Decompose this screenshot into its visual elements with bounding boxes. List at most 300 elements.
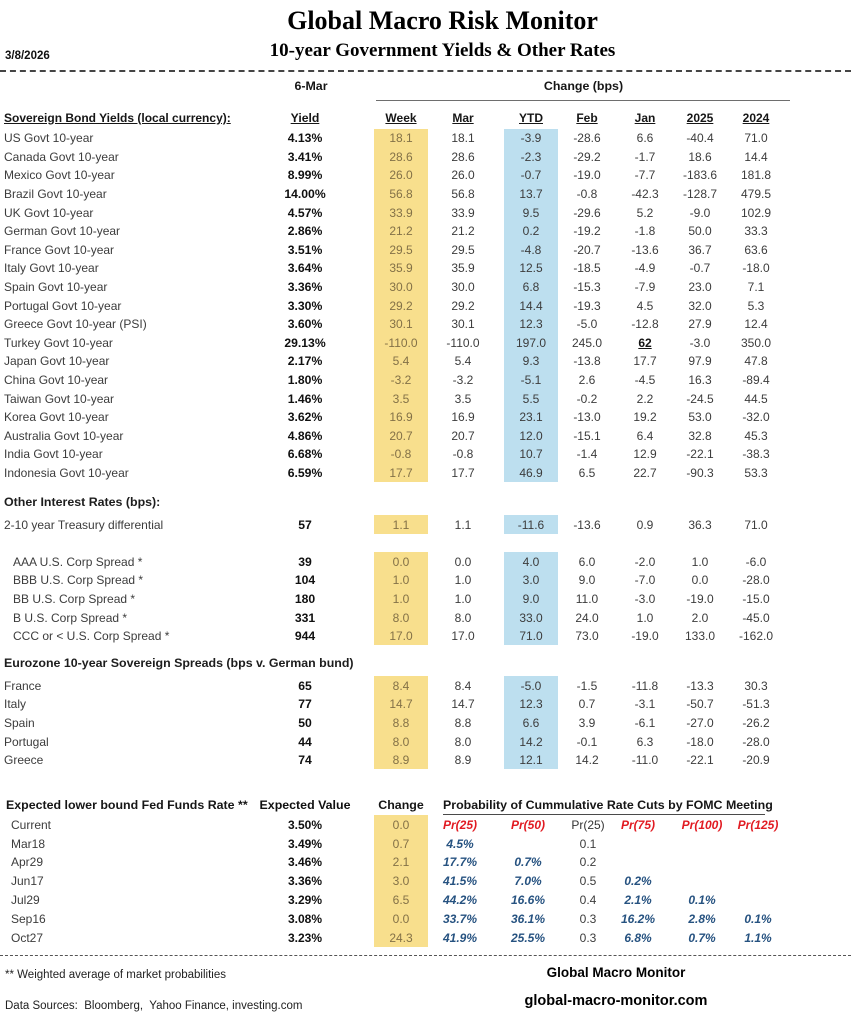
table-row — [0, 371, 851, 390]
mar-change-value: -110.0 — [446, 335, 480, 350]
probability-value: 0.5 — [579, 874, 597, 889]
mar-change-value: 30.0 — [451, 280, 475, 295]
2024-change-value: 30.3 — [744, 678, 768, 693]
ytd-change-value: -11.6 — [504, 515, 558, 534]
fed-meeting-label: Jul29 — [11, 892, 40, 907]
yield-value: 39 — [298, 554, 312, 569]
week-change-value: 33.9 — [374, 203, 428, 222]
feb-change-value: -1.5 — [576, 678, 598, 693]
ytd-change-value: 12.3 — [504, 695, 558, 714]
fed-change-value: 2.1 — [374, 853, 428, 872]
mar-change-value: 20.7 — [451, 428, 475, 443]
2025-change-value: 50.0 — [688, 224, 712, 239]
2025-change-value: 32.0 — [688, 298, 712, 313]
jan-change-value: 6.3 — [636, 734, 654, 749]
row-label: CCC or < U.S. Corp Spread * — [13, 629, 170, 644]
table-row — [0, 259, 851, 278]
yield-value: 3.30% — [287, 298, 323, 313]
mar-change-value: 17.7 — [451, 465, 475, 480]
2024-change-value: -89.4 — [742, 373, 770, 388]
yield-value: 3.51% — [287, 242, 323, 257]
pr-column-header: Pr(25) — [571, 817, 605, 832]
probability-value: 44.2% — [442, 892, 478, 907]
mar-change-value: -3.2 — [452, 373, 474, 388]
feb-change-value: -0.8 — [576, 187, 598, 202]
mar-change-value: 28.6 — [451, 149, 475, 164]
week-change-value: 1.0 — [374, 571, 428, 590]
probability-value: 0.7% — [514, 855, 542, 870]
fed-expected-value: 3.29% — [287, 892, 323, 907]
mar-change-value: 56.8 — [451, 187, 475, 202]
ytd-change-value: 197.0 — [504, 334, 558, 353]
table-row — [0, 627, 851, 646]
probability-value: 0.1% — [688, 892, 716, 907]
probability-value: 33.7% — [442, 911, 478, 926]
row-label: UK Govt 10-year — [4, 205, 94, 220]
yield-value: 65 — [298, 678, 312, 693]
table-row — [0, 352, 851, 371]
feb-change-value: 24.0 — [575, 610, 599, 625]
2025-change-value: -183.6 — [682, 168, 718, 183]
table-row — [0, 676, 851, 695]
ytd-change-value: 4.0 — [504, 552, 558, 571]
ytd-change-value: 10.7 — [504, 445, 558, 464]
feb-change-value: -28.6 — [573, 131, 601, 146]
ytd-change-value: -5.1 — [504, 371, 558, 390]
column-header-block — [0, 72, 851, 129]
fed-funds-section — [0, 795, 851, 947]
table-row — [0, 148, 851, 167]
2024-change-value: 181.8 — [740, 168, 772, 183]
2024-change-value: -162.0 — [738, 629, 774, 644]
probability-value — [498, 834, 558, 853]
feb-change-value: 0.7 — [578, 697, 596, 712]
row-label: Spain Govt 10-year — [4, 280, 108, 295]
ytd-change-value: -3.9 — [504, 129, 558, 148]
feb-change-value: -19.2 — [573, 224, 601, 239]
mar-change-value: 1.1 — [454, 517, 472, 532]
2024-change-value: 479.5 — [740, 187, 772, 202]
row-label: Portugal Govt 10-year — [4, 298, 122, 313]
2024-change-value: 45.3 — [744, 428, 768, 443]
mar-change-value: 0.0 — [454, 554, 472, 569]
yield-value: 3.64% — [287, 261, 323, 276]
mar-change-value: -0.8 — [452, 447, 474, 462]
mar-change-value: 21.2 — [451, 224, 475, 239]
page-subtitle: 10-year Government Yields & Other Rates — [269, 40, 616, 61]
probability-value — [733, 834, 783, 853]
ytd-change-value: 14.2 — [504, 732, 558, 751]
row-label: Taiwan Govt 10-year — [4, 391, 115, 406]
row-label: BBB U.S. Corp Spread * — [13, 573, 144, 588]
jan-change-value: 0.9 — [636, 517, 654, 532]
fomc-row — [0, 834, 851, 853]
2024-change-value: -18.0 — [742, 261, 770, 276]
row-label: Greece — [4, 753, 44, 768]
row-label: AAA U.S. Corp Spread * — [13, 554, 143, 569]
yield-value: 77 — [298, 697, 312, 712]
probability-value: 0.4 — [579, 892, 597, 907]
jan-change-value: 62 — [638, 335, 652, 350]
table-row — [0, 751, 851, 770]
ytd-change-value: 6.6 — [504, 714, 558, 733]
probability-value: 0.7% — [688, 930, 716, 945]
yield-value: 4.13% — [287, 131, 323, 146]
fed-change-value: 0.7 — [374, 834, 428, 853]
mar-change-value: 3.5 — [454, 391, 472, 406]
fed-expected-value: 3.36% — [287, 874, 323, 889]
yield-value: 2.86% — [287, 224, 323, 239]
week-change-value: 18.1 — [374, 129, 428, 148]
row-label: China Govt 10-year — [4, 373, 109, 388]
2024-change-value: 33.3 — [744, 224, 768, 239]
feb-change-value: 73.0 — [575, 629, 599, 644]
probability-value: 4.5% — [446, 836, 474, 851]
mar-change-value: 8.0 — [454, 734, 472, 749]
yield-value: 14.00% — [284, 187, 326, 202]
column-header-row — [0, 108, 851, 127]
week-change-value: -110.0 — [374, 334, 428, 353]
fomc-row — [0, 928, 851, 947]
col-header-jan: Jan — [634, 110, 656, 125]
2025-change-value: -9.0 — [689, 205, 711, 220]
mar-change-value: 35.9 — [451, 261, 475, 276]
jan-change-value: -7.0 — [634, 573, 656, 588]
yield-value: 180 — [294, 591, 316, 606]
2024-change-value: -28.0 — [742, 573, 770, 588]
feb-change-value: -0.2 — [576, 391, 598, 406]
2025-change-value: -3.0 — [689, 335, 711, 350]
week-change-value: 8.0 — [374, 732, 428, 751]
table-row — [0, 334, 851, 353]
feb-change-value: 14.2 — [575, 753, 599, 768]
2025-change-value: 0.0 — [691, 573, 709, 588]
week-change-value: 1.1 — [374, 515, 428, 534]
feb-change-value: -29.6 — [573, 205, 601, 220]
jan-change-value: -1.7 — [634, 149, 656, 164]
row-label: Turkey Govt 10-year — [4, 335, 113, 350]
fed-change-value: 0.0 — [374, 909, 428, 928]
fed-change-value: 0.0 — [374, 815, 428, 834]
week-change-value: 17.7 — [374, 464, 428, 483]
ytd-change-value: 9.5 — [504, 203, 558, 222]
section-eurozone-heading: Eurozone 10-year Sovereign Spreads (bps v. German bund) — [4, 656, 354, 671]
report-header — [0, 0, 851, 72]
feb-change-value: -1.4 — [576, 447, 598, 462]
probability-value: 2.1% — [624, 892, 652, 907]
2024-change-value: 12.4 — [744, 317, 768, 332]
2025-change-value: -50.7 — [686, 697, 714, 712]
fed-meeting-label: Jun17 — [11, 874, 44, 889]
col-header-week: Week — [385, 110, 417, 125]
fomc-row — [0, 872, 851, 891]
yield-value: 4.86% — [287, 428, 323, 443]
2025-change-value: 36.7 — [688, 242, 712, 257]
probability-value: 16.6% — [510, 892, 546, 907]
table-row — [0, 222, 851, 241]
feb-change-value: 6.5 — [578, 465, 596, 480]
table-row — [0, 408, 851, 427]
ytd-change-value: 9.3 — [504, 352, 558, 371]
week-change-value: 8.9 — [374, 751, 428, 770]
jan-change-value: -4.9 — [634, 261, 656, 276]
week-change-value: 29.2 — [374, 296, 428, 315]
yield-value: 2.17% — [287, 354, 323, 369]
probability-value — [613, 853, 663, 872]
fed-meeting-label: Mar18 — [11, 836, 46, 851]
fomc-table — [0, 815, 851, 947]
pr-column-header: Pr(50) — [510, 817, 545, 832]
2025-change-value: -90.3 — [686, 465, 714, 480]
report-footer — [0, 955, 851, 1021]
2025-change-value: 32.8 — [688, 428, 712, 443]
yield-value: 50 — [298, 715, 312, 730]
probability-value: 0.3 — [579, 911, 597, 926]
ytd-change-value: -4.8 — [504, 241, 558, 260]
2025-change-value: -22.1 — [686, 753, 714, 768]
week-change-value: 5.4 — [374, 352, 428, 371]
jan-change-value: -13.6 — [631, 242, 659, 257]
fomc-row — [0, 909, 851, 928]
feb-change-value: 6.0 — [578, 554, 596, 569]
week-change-value: 28.6 — [374, 148, 428, 167]
jan-change-value: -3.1 — [634, 697, 656, 712]
jan-change-value: 17.7 — [633, 354, 657, 369]
feb-change-value: -19.3 — [573, 298, 601, 313]
week-change-value: -0.8 — [374, 445, 428, 464]
table-row — [0, 445, 851, 464]
yield-value: 944 — [294, 629, 316, 644]
eurozone-spread-table — [0, 676, 851, 769]
2024-change-value: 14.4 — [744, 149, 768, 164]
jan-change-value: 4.5 — [636, 298, 654, 313]
row-label: Canada Govt 10-year — [4, 149, 119, 164]
mar-change-value: 8.8 — [454, 715, 472, 730]
row-label: Italy — [4, 697, 27, 712]
2024-change-value: -38.3 — [742, 447, 770, 462]
mar-change-value: 14.7 — [451, 697, 475, 712]
week-change-value: 16.9 — [374, 408, 428, 427]
week-change-value: 29.5 — [374, 241, 428, 260]
ytd-change-value: 12.0 — [504, 427, 558, 446]
week-change-value: 21.2 — [374, 222, 428, 241]
2024-change-value: -20.9 — [742, 753, 770, 768]
probability-value — [733, 853, 783, 872]
table-row — [0, 129, 851, 148]
table-row — [0, 608, 851, 627]
feb-change-value: -19.0 — [573, 168, 601, 183]
2025-change-value: -18.0 — [686, 734, 714, 749]
fed-expected-value: 3.49% — [287, 836, 323, 851]
2024-change-value: 63.6 — [744, 242, 768, 257]
2024-change-value: 71.0 — [744, 517, 768, 532]
fed-change-value: 6.5 — [374, 891, 428, 910]
2024-change-value: 71.0 — [744, 131, 768, 146]
ytd-change-value: 23.1 — [504, 408, 558, 427]
fed-meeting-label: Oct27 — [11, 930, 44, 945]
probability-value: 7.0% — [514, 874, 542, 889]
mar-change-value: 30.1 — [451, 317, 475, 332]
mar-change-value: 5.4 — [454, 354, 472, 369]
2025-change-value: -19.0 — [686, 591, 714, 606]
sovereign-bond-table — [0, 129, 851, 482]
probability-value: 0.1 — [579, 836, 597, 851]
feb-change-value: 3.9 — [578, 715, 596, 730]
report-date: 3/8/2026 — [5, 50, 50, 62]
probability-value — [733, 872, 783, 891]
mar-change-value: 8.4 — [454, 678, 472, 693]
asof-date-label: 6-Mar — [294, 79, 328, 93]
table-row — [0, 389, 851, 408]
week-change-value: 26.0 — [374, 166, 428, 185]
2025-change-value: 23.0 — [688, 280, 712, 295]
treasury-differential-table — [0, 515, 851, 534]
week-change-value: 20.7 — [374, 427, 428, 446]
feb-change-value: 245.0 — [571, 335, 603, 350]
ytd-change-value: -2.3 — [504, 148, 558, 167]
yield-value: 331 — [294, 610, 316, 625]
brand-website: global-macro-monitor.com — [524, 992, 708, 1009]
2024-change-value: 53.3 — [744, 465, 768, 480]
jan-change-value: -19.0 — [631, 629, 659, 644]
fomc-row — [0, 891, 851, 910]
yield-value: 6.59% — [287, 465, 323, 480]
mar-change-value: 29.5 — [451, 242, 475, 257]
mar-change-value: 8.9 — [454, 753, 472, 768]
jan-change-value: -4.5 — [634, 373, 656, 388]
probability-value: 36.1% — [510, 911, 546, 926]
yield-value: 44 — [298, 734, 312, 749]
yield-column-header: Yield — [290, 110, 320, 125]
probability-value: 25.5% — [510, 930, 546, 945]
2025-change-value: -22.1 — [686, 447, 714, 462]
probability-value — [733, 891, 783, 910]
page-title: Global Macro Risk Monitor — [287, 6, 598, 35]
probability-value: 0.3 — [579, 930, 597, 945]
row-label: Italy Govt 10-year — [4, 261, 99, 276]
yield-value: 6.68% — [287, 447, 323, 462]
fed-expected-value: 3.23% — [287, 930, 323, 945]
feb-change-value: -18.5 — [573, 261, 601, 276]
table-row — [0, 590, 851, 609]
fed-expected-value: 3.46% — [287, 855, 323, 870]
probability-value: 41.5% — [442, 874, 478, 889]
mar-change-value: 18.1 — [451, 131, 475, 146]
corp-spread-table — [0, 552, 851, 645]
yield-value: 3.41% — [287, 149, 323, 164]
ytd-change-value: 33.0 — [504, 608, 558, 627]
ytd-change-value: 12.5 — [504, 259, 558, 278]
jan-change-value: -3.0 — [634, 591, 656, 606]
table-row — [0, 714, 851, 733]
feb-change-value: -15.3 — [573, 280, 601, 295]
mar-change-value: 29.2 — [451, 298, 475, 313]
mar-change-value: 16.9 — [451, 410, 475, 425]
section-other-rates-heading: Other Interest Rates (bps): — [4, 495, 161, 510]
2024-change-value: -15.0 — [742, 591, 770, 606]
feb-change-value: -29.2 — [573, 149, 601, 164]
2025-change-value: 53.0 — [688, 410, 712, 425]
ytd-change-value: 12.3 — [504, 315, 558, 334]
row-label: Spain — [4, 715, 35, 730]
probability-value: 0.1% — [744, 911, 772, 926]
jan-change-value: 1.0 — [636, 610, 654, 625]
jan-change-value: -2.0 — [634, 554, 656, 569]
mar-change-value: 8.0 — [454, 610, 472, 625]
jan-change-value: -7.7 — [634, 168, 656, 183]
fed-expected-value: 3.50% — [287, 817, 323, 832]
yield-value: 8.99% — [287, 168, 323, 183]
brand-name: Global Macro Monitor — [546, 964, 686, 980]
yield-value: 104 — [294, 573, 316, 588]
row-label: US Govt 10-year — [4, 131, 94, 146]
table-row — [0, 166, 851, 185]
2024-change-value: -51.3 — [742, 697, 770, 712]
fomc-title-underline — [443, 814, 765, 815]
row-label: 2-10 year Treasury differential — [4, 517, 164, 532]
row-label: Korea Govt 10-year — [4, 410, 109, 425]
fed-change-header: Change — [378, 798, 424, 813]
jan-change-value: 6.4 — [636, 428, 654, 443]
fed-section-title: Expected lower bound Fed Funds Rate ** — [6, 798, 248, 813]
ytd-change-value: 6.8 — [504, 278, 558, 297]
fomc-probability-title: Probability of Cummulative Rate Cuts by FOMC Meeting — [443, 798, 773, 813]
probability-value: 1.1% — [744, 930, 772, 945]
table-row — [0, 185, 851, 204]
feb-change-value: -13.0 — [573, 410, 601, 425]
feb-change-value: -15.1 — [573, 428, 601, 443]
2025-change-value: 16.3 — [688, 373, 712, 388]
expected-value-header: Expected Value — [259, 798, 351, 813]
2024-change-value: 5.3 — [747, 298, 765, 313]
section-sovereign-label: Sovereign Bond Yields (local currency): — [4, 110, 231, 125]
2025-change-value: 1.0 — [691, 554, 709, 569]
table-row — [0, 427, 851, 446]
2025-change-value: 36.3 — [688, 517, 712, 532]
footnote-weighted-average: ** Weighted average of market probabilities — [5, 968, 226, 981]
2025-change-value: -24.5 — [686, 391, 714, 406]
table-row — [0, 296, 851, 315]
ytd-change-value: 0.2 — [504, 222, 558, 241]
feb-change-value: -20.7 — [573, 242, 601, 257]
2024-change-value: -45.0 — [742, 610, 770, 625]
yield-value: 1.46% — [287, 391, 323, 406]
jan-change-value: 2.2 — [636, 391, 654, 406]
pr-column-header: Pr(125) — [737, 817, 779, 832]
2024-change-value: -6.0 — [745, 554, 767, 569]
week-change-value: -3.2 — [374, 371, 428, 390]
mar-change-value: 17.0 — [451, 629, 475, 644]
table-row — [0, 203, 851, 222]
2024-change-value: 102.9 — [740, 205, 772, 220]
week-change-value: 8.8 — [374, 714, 428, 733]
mar-change-value: 1.0 — [454, 573, 472, 588]
ytd-change-value: 13.7 — [504, 185, 558, 204]
spacer-row — [0, 534, 851, 553]
fed-meeting-label: Current — [11, 817, 52, 832]
feb-change-value: 9.0 — [578, 573, 596, 588]
mar-change-value: 26.0 — [451, 168, 475, 183]
probability-value: 41.9% — [442, 930, 478, 945]
week-change-value: 17.0 — [374, 627, 428, 646]
row-label: Greece Govt 10-year (PSI) — [4, 317, 147, 332]
2024-change-value: 47.8 — [744, 354, 768, 369]
yield-value: 74 — [298, 753, 312, 768]
2024-change-value: 7.1 — [747, 280, 765, 295]
table-row — [0, 515, 851, 534]
row-label: B U.S. Corp Spread * — [13, 610, 128, 625]
row-label: Mexico Govt 10-year — [4, 168, 115, 183]
